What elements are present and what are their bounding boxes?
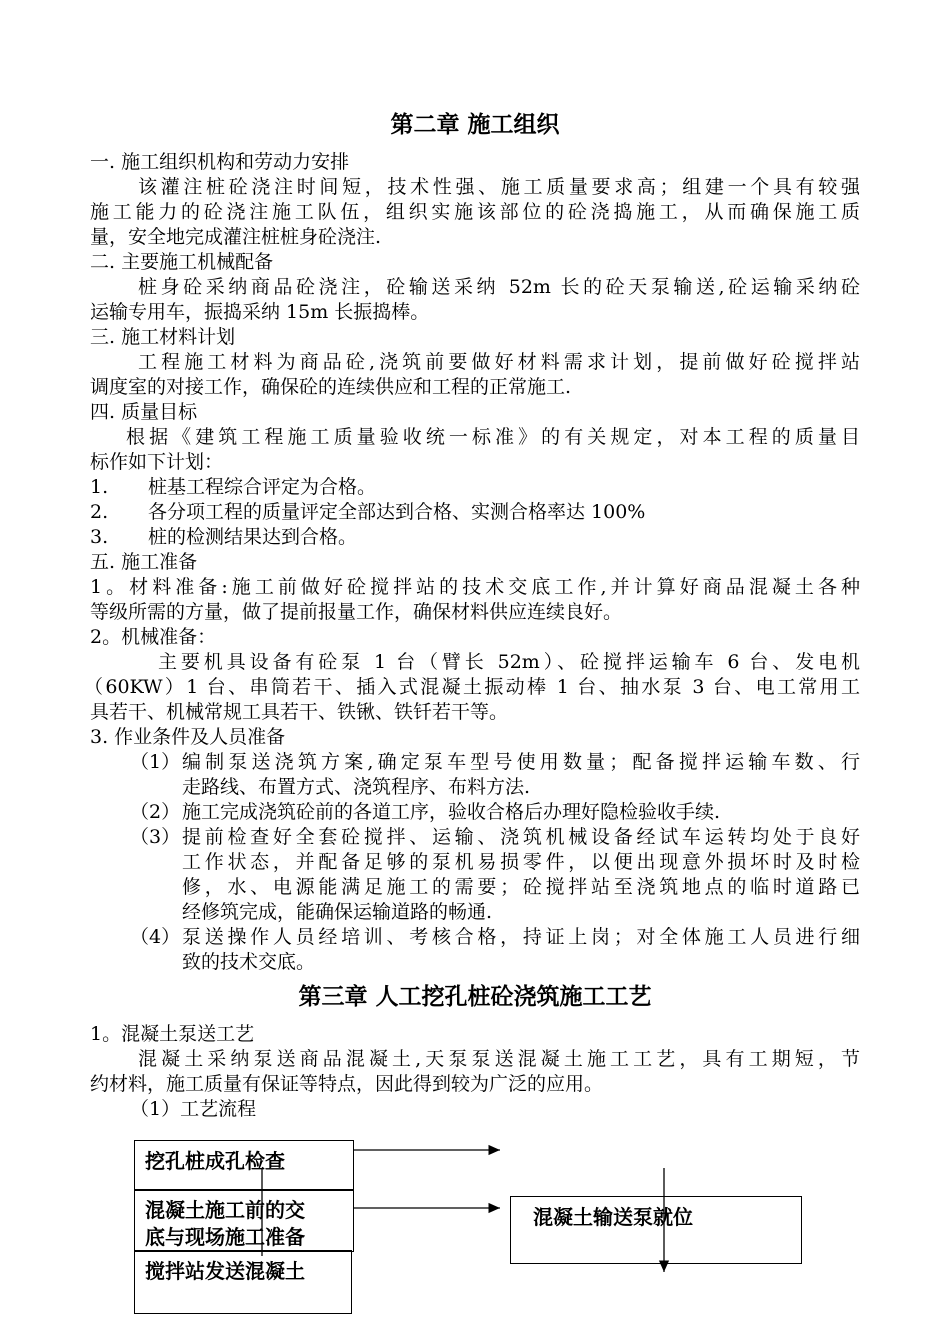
flow-box-label-line2: 底与现场施工准备 [145,1225,305,1249]
condition-4-num: （4） [130,926,181,948]
quality-item-text: 桩的检测结果达到合格。 [148,526,358,548]
machine-line1: 主要机具设备有砼泵 1 台（臂长 52m）、砼搅拌运输车 6 台、发电机 [158,651,860,673]
machine-line3: 具若干、机械常规工具若干、铁锹、铁钎若干等。 [90,701,509,723]
flow-box-label: 混凝土输送泵就位 [533,1205,693,1229]
condition-1-line2: 走路线、布置方式、浇筑程序、布料方法. [182,776,531,798]
quality-item-num: 3. [90,526,109,548]
condition-3-line1: 提前检查好全套砼搅拌、运输、浇筑机械设备经试车运转均处于良好 [182,826,860,848]
section5-heading: 五. 施工准备 [90,551,198,573]
condition-1-line1: 编制泵送浇筑方案,确定泵车型号使用数量；配备搅拌运输车数、行 [182,751,860,773]
section4-line1: 根据《建筑工程施工质量验收统一标准》的有关规定，对本工程的质量目 [126,426,860,448]
material-line2: 等级所需的方量，做了提前报量工作，确保材料供应连续良好。 [90,601,623,623]
section1-line2: 施工能力的砼浇注施工队伍，组织实施该部位的砼浇捣施工，从而确保施工质 [90,201,860,223]
condition-3-line3: 修，水、电源能满足施工的需要；砼搅拌站至浇筑地点的临时道路已 [182,876,860,898]
process-flow-subheading: （1）工艺流程 [130,1098,257,1120]
chapter2-title: 第二章 施工组织 [390,112,560,138]
condition-4-line2: 致的技术交底。 [182,951,316,973]
flow-box-label-line1: 混凝土施工前的交 [145,1198,305,1222]
conditions-heading: 3. 作业条件及人员准备 [90,726,286,748]
section1-heading: 一. 施工组织机构和劳动力安排 [90,151,350,173]
flow-box-label: 搅拌站发送混凝土 [145,1259,305,1283]
section2-line2: 运输专用车，振捣采纳 15m 长振捣棒。 [90,301,430,323]
quality-item-num: 1. [90,476,109,498]
section2-heading: 二. 主要施工机械配备 [90,251,274,273]
section2-line1: 桩身砼采纳商品砼浇注，砼输送采纳 52m 长的砼天泵输送,砼运输采纳砼 [138,276,860,298]
machine-line2: （60KW）1 台、串筒若干、插入式混凝土振动棒 1 台、抽水泵 3 台、电工常用工 [84,676,860,698]
material-line1: 1。材料准备:施工前做好砼搅拌站的技术交底工作,并计算好商品混凝土各种 [90,576,861,598]
flow-box-label: 挖孔桩成孔检查 [145,1149,285,1173]
quality-item-text: 桩基工程综合评定为合格。 [148,476,377,498]
section1-line1: 该灌注桩砼浇注时间短，技术性强、施工质量要求高；组建一个具有较强 [138,176,860,198]
machine-heading: 2。机械准备： [90,626,217,648]
quality-item-text: 各分项工程的质量评定全部达到合格、实测合格率达 100% [148,501,646,523]
condition-2-line1: 施工完成浇筑砼前的各道工序，验收合格后办理好隐检验收手续. [182,801,721,823]
condition-2-num: （2） [130,801,181,823]
ch3-section1-heading: 1。混凝土泵送工艺 [90,1023,255,1045]
section3-line1: 工程施工材料为商品砼,浇筑前要做好材料需求计划，提前做好砼搅拌站 [138,351,860,373]
section3-line2: 调度室的对接工作，确保砼的连续供应和工程的正常施工. [90,376,572,398]
section1-line3: 量，安全地完成灌注桩桩身砼浇注. [90,226,382,248]
condition-4-line1: 泵送操作人员经培训、考核合格，持证上岗；对全体施工人员进行细 [182,926,860,948]
ch3-section1-line2: 约材料，施工质量有保证等特点，因此得到较为广泛的应用。 [90,1073,604,1095]
chapter3-title: 第三章 人工挖孔桩砼浇筑施工工艺 [298,984,652,1010]
section4-heading: 四. 质量目标 [90,401,198,423]
section3-heading: 三. 施工材料计划 [90,326,236,348]
quality-item-num: 2. [90,501,109,523]
condition-1-num: （1） [130,751,181,773]
section4-line2: 标作如下计划： [90,451,224,473]
condition-3-line2: 工作状态，并配备足够的泵机易损零件，以便出现意外损坏时及时检 [182,851,860,873]
ch3-section1-line1: 混凝土采纳泵送商品混凝土,天泵泵送混凝土施工工艺，具有工期短，节 [138,1048,860,1070]
condition-3-num: （3） [130,826,181,848]
condition-3-line4: 经修筑完成，能确保运输道路的畅通. [182,901,493,923]
